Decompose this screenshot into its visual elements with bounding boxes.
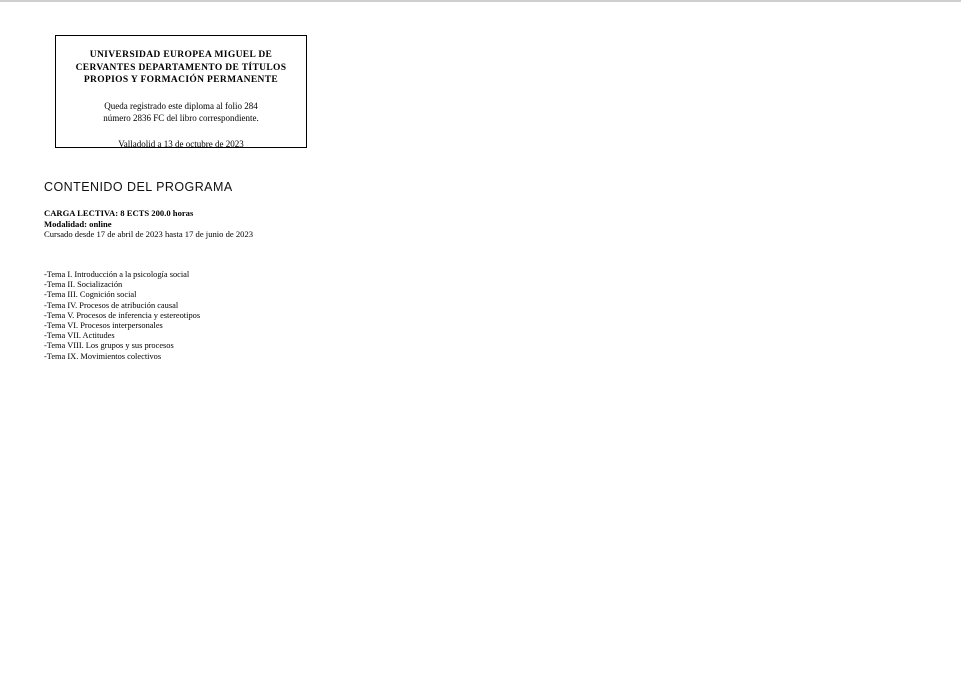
list-item: -Tema IV. Procesos de atribución causal: [44, 300, 179, 310]
list-item: -Tema I. Introducción a la psicología social: [44, 270, 190, 279]
institution-line-1: UNIVERSIDAD EUROPEA MIGUEL DE: [89, 50, 273, 60]
list-item: -Tema IX. Movimientos colectivos: [44, 351, 162, 361]
institution-line-2: CERVANTES DEPARTAMENTO DE TÍTULOS: [75, 62, 287, 73]
registration-place-date: Valladolid a 13 de octubre de 2023: [118, 138, 244, 149]
credits-label: CARGA LECTIVA:: [44, 208, 119, 218]
list-item: -Tema VIII. Los grupos y sus procesos: [44, 341, 174, 351]
page-top-divider: [0, 0, 961, 2]
modality-label: Modalidad:: [44, 218, 87, 229]
registry-line-1: Queda registrado este diploma al folio 284: [104, 100, 258, 111]
list-item: -Tema V. Procesos de inferencia y estereotipos: [44, 310, 201, 320]
credits-value: 8 ECTS 200.0 horas: [120, 208, 194, 218]
registry-line-2: número 2836 FC del libro correspondiente.: [103, 113, 259, 124]
course-period: Cursado desde 17 de abril de 2023 hasta 17 de junio de 2023: [44, 229, 254, 240]
credits-line: [44, 208, 274, 219]
program-content-heading: CONTENIDO DEL PROGRAMA: [44, 180, 233, 194]
list-item: -Tema II. Socialización: [44, 280, 123, 290]
list-item: -Tema VII. Actitudes: [44, 331, 115, 341]
program-meta: [44, 208, 274, 241]
list-item: -Tema III. Cognición social: [44, 290, 137, 300]
institution-line-3: PROPIOS Y FORMACIÓN PERMANENTE: [83, 75, 279, 86]
registration-box: [55, 35, 307, 148]
list-item: -Tema VI. Procesos interpersonales: [44, 321, 163, 331]
program-topics-list: [44, 270, 344, 362]
modality-line: [44, 219, 274, 230]
modality-value: online: [89, 218, 112, 229]
